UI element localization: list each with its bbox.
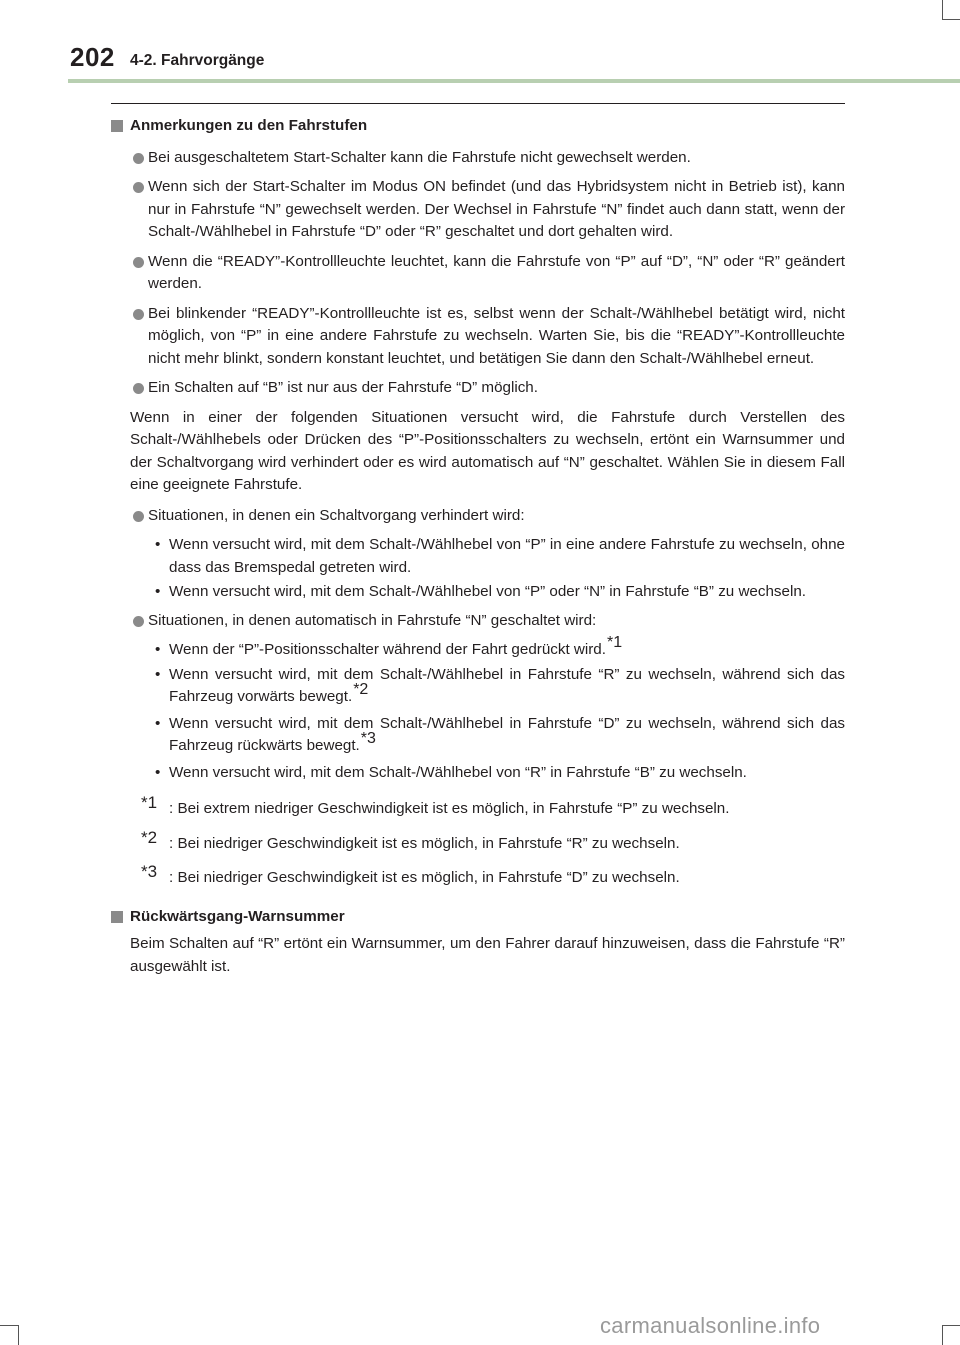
sub-item-text: Wenn versucht wird, mit dem Schalt-/Wählhebel von “P” oder “N” in Fahrstufe “B” zu wechseln. (169, 583, 806, 600)
bullet-text: Ein Schalten auf “B” ist nur aus der Fahrstufe “D” möglich. (148, 379, 538, 396)
bullet-item (111, 303, 845, 371)
sub-item-text: Wenn versucht wird, mit dem Schalt-/Wählhebel von “P” in eine andere Fahrstufe zu wechseln, ohne dass das Bremspedal getreten wird. (169, 536, 845, 576)
sub-item (111, 534, 845, 579)
bullet-item (111, 251, 845, 296)
footnote-mark: *3 (141, 862, 158, 881)
circle-bullet-icon (133, 153, 144, 164)
sub-item (111, 762, 845, 785)
paragraph: Wenn in einer der folgenden Situationen versucht wird, die Fahrstufe durch Verstellen des Schalt-/Wählhebels oder Drücken des “P”-Positionsschalters zu wechseln, ertönt ein Warnsummer und der Schaltvorgang wird verhindert oder es wird automatisch auf “N” geschaltet. Wählen Sie in diesem Fall eine geeignete Fahrstufe. (130, 408, 845, 493)
paragraph: Beim Schalten auf “R” ertönt ein Warnsummer, um den Fahrer darauf hinzuweisen, dass die Fahrstufe “R” ausgewählt ist. (130, 935, 845, 975)
footnote-mark: *2 (141, 827, 158, 847)
sub-item-text: Wenn versucht wird, mit dem Schalt-/Wählhebel von “R” in Fahrstufe “B” zu wechseln. (169, 763, 747, 781)
crop-mark-top-right-h (942, 19, 960, 20)
footnote-mark: *1 (141, 793, 158, 812)
bullet-item (111, 377, 845, 400)
heading-fahrstufen (111, 115, 845, 138)
bullet-text: Wenn sich der Start-Schalter im Modus ON befindet (und das Hybridsystem nicht in Betrieb ist), kann nur in Fahrstufe “N” gewechselt werden. Der Wechsel in Fahrstufe “N” findet auch dann statt, wenn der Schalt-/Wählhebel in Fahrstufe “D” oder “R” geschaltet und dort gehalten wird. (148, 178, 845, 240)
circle-bullet-icon (133, 309, 144, 320)
section-title: 4-2. Fahrvorgänge (130, 52, 265, 69)
footnote (111, 793, 845, 821)
watermark: carmanualsonline.info (600, 1313, 821, 1338)
sub-item-text: Wenn versucht wird, mit dem Schalt-/Wählhebel in Fahrstufe “D” zu wechseln, während sich das Fahrzeug rückwärts bewegt. (169, 714, 845, 754)
sub-bullet: • (155, 583, 161, 600)
bullet-text: Situationen, in denen automatisch in Fahrstufe “N” geschaltet wird: (148, 611, 597, 629)
circle-bullet-icon (133, 383, 144, 394)
bullet-item (111, 147, 845, 170)
bullet-text: Bei blinkender “READY”-Kontrollleuchte ist es, selbst wenn der Schalt-/Wählhebel betätigt wird, nicht möglich, von “P” in eine andere Fahrstufe zu wechseln. Warten Sie, bis die “READY”-Kontrollleuchte nicht mehr blinkt, sondern konstant leuchtet, und betätigen Sie dann den Schalt-/Wählhebel erneut. (148, 304, 845, 367)
footnote-text: : Bei niedriger Geschwindigkeit ist es möglich, in Fahrstufe “R” zu wechseln. (169, 834, 680, 852)
crop-mark-bottom-right-v (942, 1325, 943, 1345)
bullet-text: Situationen, in denen ein Schaltvorgang verhindert wird: (148, 506, 525, 524)
footnote-mark: *2 (353, 681, 369, 698)
sub-item (111, 634, 845, 662)
header-rule (68, 79, 960, 83)
footnote (111, 827, 845, 856)
bullet-item (111, 610, 845, 633)
bullet-item (111, 176, 845, 244)
sub-bullet: • (155, 763, 161, 781)
crop-mark-bottom-left-h (0, 1325, 18, 1326)
footnote-mark: *3 (360, 730, 376, 747)
sub-bullet: • (155, 714, 161, 732)
crop-mark-top-right-v (942, 0, 943, 20)
footnote-mark: *1 (606, 634, 623, 651)
sub-item (111, 713, 845, 758)
crop-mark-bottom-left-v (18, 1325, 19, 1345)
bullet-text: Bei ausgeschaltetem Start-Schalter kann die Fahrstufe nicht gewechselt werden. (148, 148, 691, 166)
square-bullet-icon (111, 120, 123, 132)
sub-item-text: Wenn der “P”-Positionsschalter während der Fahrt gedrückt wird. (169, 641, 606, 658)
content-rule (111, 103, 845, 104)
circle-bullet-icon (133, 182, 144, 193)
square-bullet-icon (111, 911, 123, 923)
footnote-text: : Bei niedriger Geschwindigkeit ist es möglich, in Fahrstufe “D” zu wechseln. (169, 869, 680, 886)
sub-item (111, 664, 845, 709)
sub-item (111, 581, 845, 604)
circle-bullet-icon (133, 257, 144, 268)
bullet-text: Wenn die “READY”-Kontrollleuchte leuchtet, kann die Fahrstufe von “P” auf “D”, “N” oder “R” geändert werden. (148, 252, 845, 292)
sub-bullet: • (155, 641, 161, 658)
footnote-text: : Bei extrem niedriger Geschwindigkeit ist es möglich, in Fahrstufe “P” zu wechseln. (169, 800, 730, 817)
circle-bullet-icon (133, 616, 144, 627)
sub-bullet: • (155, 536, 161, 553)
page-number: 202 (70, 42, 115, 72)
circle-bullet-icon (133, 511, 144, 522)
sub-item-text: Wenn versucht wird, mit dem Schalt-/Wählhebel in Fahrstufe “R” zu wechseln, während sich das Fahrzeug vorwärts bewegt. (169, 665, 845, 705)
heading-rueckwaertsgang (111, 906, 845, 929)
bullet-item (111, 505, 845, 528)
content (111, 115, 845, 986)
heading-text: Rückwärtsgang-Warnsummer (130, 907, 345, 925)
heading-text: Anmerkungen zu den Fahrstufen (130, 117, 368, 134)
crop-mark-bottom-right-h (942, 1325, 960, 1326)
footnote (111, 862, 845, 890)
sub-bullet: • (155, 665, 161, 683)
